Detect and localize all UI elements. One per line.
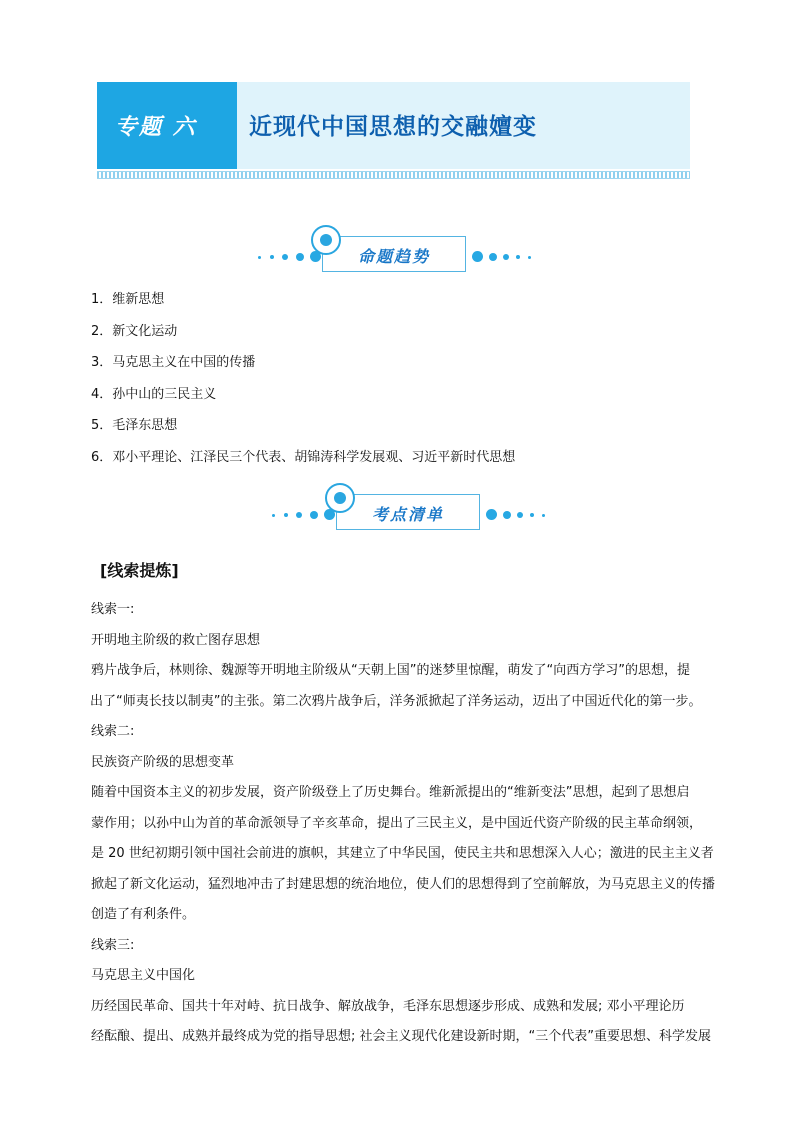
right-dots — [486, 509, 550, 523]
list-item: 4．孙中山的三民主义 — [91, 386, 217, 402]
clue-heading: [线索提炼] — [100, 561, 179, 580]
clue-label: 线索一: — [91, 602, 135, 617]
banner-divider — [97, 171, 690, 179]
chapter-tag-box — [97, 82, 237, 169]
left-dots — [258, 251, 318, 265]
clue-title: 开明地主阶级的救亡图存思想 — [91, 632, 261, 648]
list-item: 6．邓小平理论、江泽民三个代表、胡锦涛科学发展观、习近平新时代思想 — [91, 449, 516, 465]
points-badge — [336, 494, 480, 530]
clue-label: 线索二: — [91, 724, 135, 739]
clue-text: 出了“师夷长技以制夷”的主张。第二次鸦片战争后，洋务派掀起了洋务运动，迈出了中国近代化的第一步。 — [90, 693, 702, 709]
trend-badge — [322, 236, 466, 272]
list-item: 1．维新思想 — [91, 292, 165, 307]
list-item: 2．新文化运动 — [91, 323, 178, 339]
clue-label: 线索三: — [91, 937, 135, 953]
points-label: 考点清单 — [371, 505, 444, 524]
list-item: 3．马克思主义在中国的传播 — [91, 355, 256, 370]
section-trend — [0, 232, 794, 276]
clue-text: 创造了有利条件。 — [91, 907, 196, 922]
clue-text: 历经国民革命、国共十年对峙、抗日战争、解放战争，毛泽东思想逐步形成、成熟和发展; 邓小平理论历 — [91, 998, 685, 1014]
trend-list — [91, 284, 515, 473]
clue-text: 经酝酿、提出、成熟并最终成为党的指导思想; 社会主义现代化建设新时期，“三个代表”重要思想、科学发展 — [91, 1029, 711, 1044]
clue-text: 掀起了新文化运动，猛烈地冲击了封建思想的统治地位，使人们的思想得到了空前解放，为马克思主义的传播 — [91, 876, 716, 892]
chapter-title-box — [237, 82, 690, 169]
clue-body — [91, 595, 741, 1053]
clue-title: 民族资产阶级的思想变革 — [91, 754, 235, 770]
list-item: 5．毛泽东思想 — [91, 418, 178, 433]
trend-label: 命题趋势 — [357, 247, 430, 266]
clue-text: 蒙作用；以孙中山为首的革命派领导了辛亥革命，提出了三民主义，是中国近代资产阶级的民主革命纲领， — [91, 815, 703, 831]
chapter-tag: 专题 六 — [115, 114, 197, 140]
clue-text: 随着中国资本主义的初步发展，资产阶级登上了历史舞台。维新派提出的“维新变法”思想，起到了思想启 — [91, 785, 690, 800]
clue-text: 是 20 世纪初期引领中国社会前进的旗帜，其建立了中华民国，使民主共和思想深入人心；激进的民主主义者 — [91, 846, 714, 861]
left-dots — [272, 509, 332, 523]
clue-title: 马克思主义中国化 — [91, 968, 196, 983]
right-dots — [472, 251, 536, 265]
chapter-title: 近现代中国思想的交融嬗变 — [249, 114, 537, 140]
chapter-banner — [97, 82, 690, 169]
clue-text: 鸦片战争后，林则徐、魏源等开明地主阶级从“天朝上国”的迷梦里惊醒，萌发了“向西方学习”的思想，提 — [91, 663, 690, 678]
section-points — [0, 490, 794, 534]
